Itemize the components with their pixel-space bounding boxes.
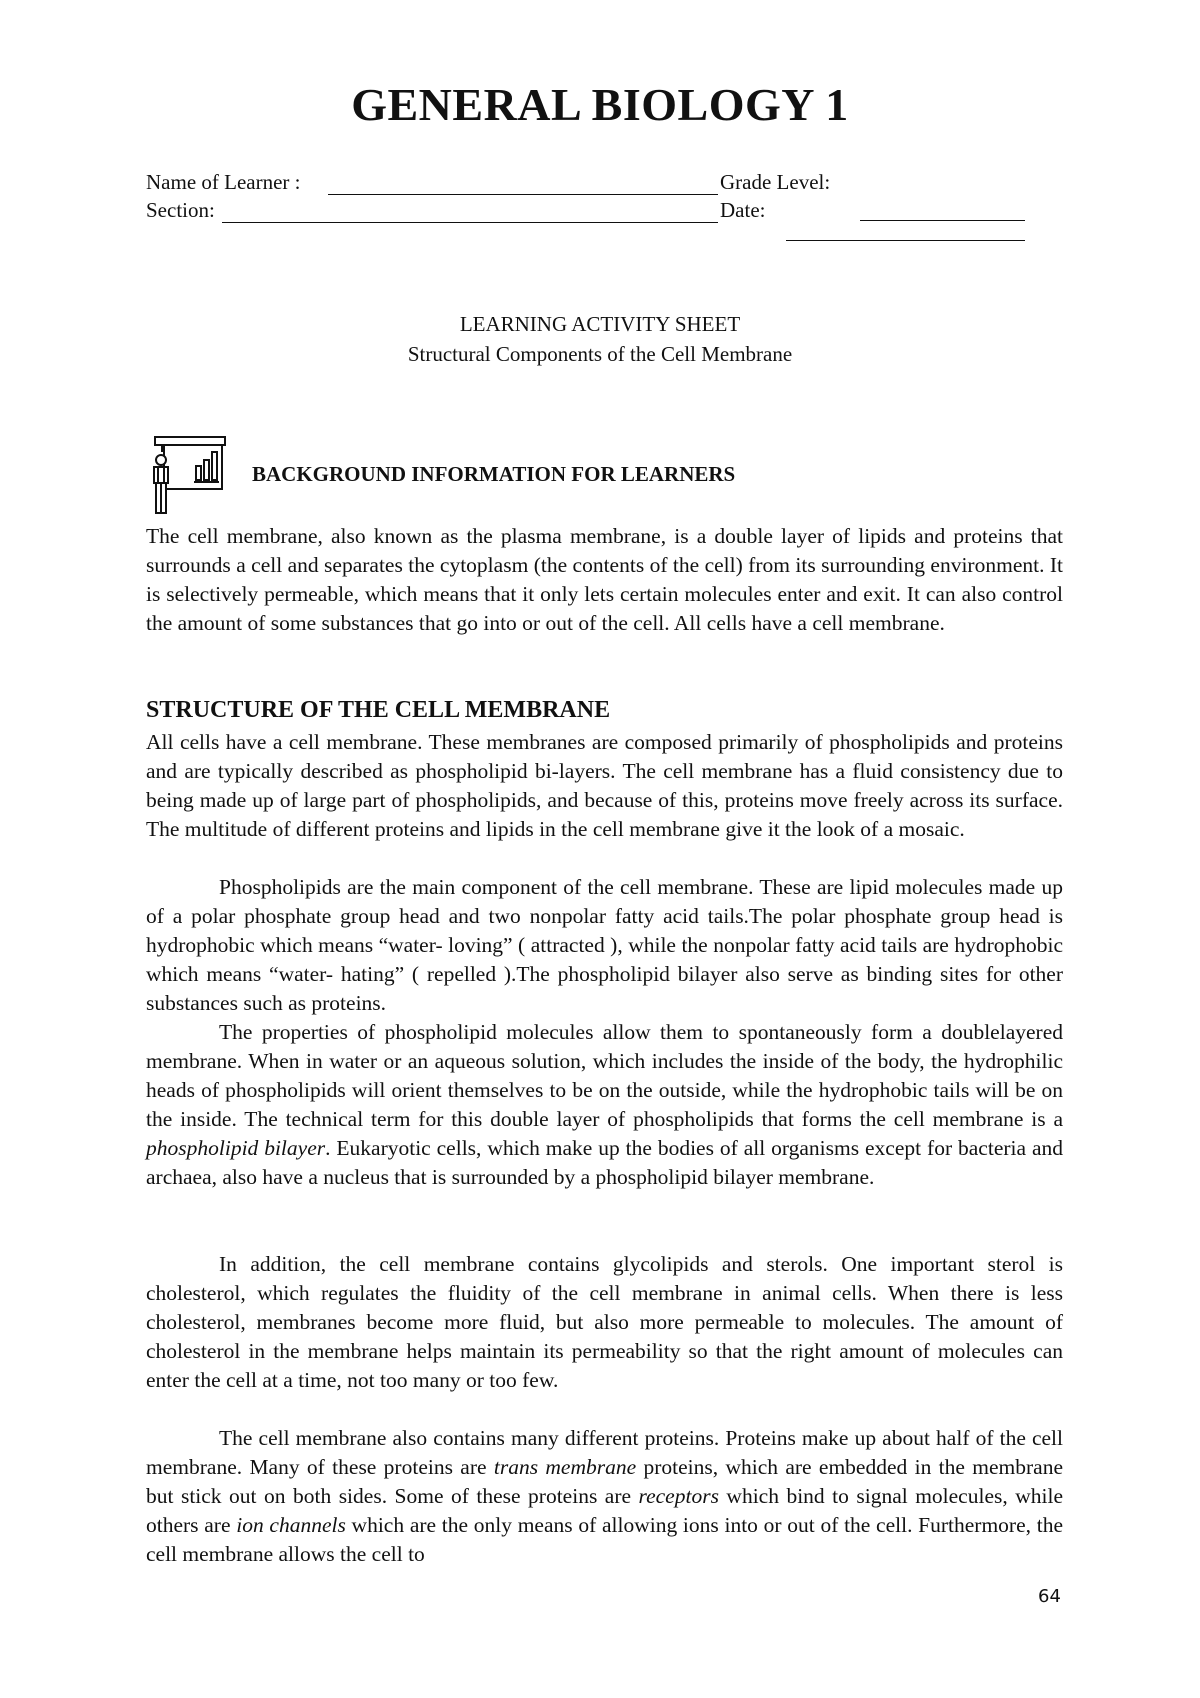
receptors-term: receptors [638,1484,719,1508]
page-title: GENERAL BIOLOGY 1 [351,79,849,130]
ion-channels-term: ion channels [236,1513,346,1537]
section-label: Section: [146,198,215,222]
background-heading: BACKGROUND INFORMATION FOR LEARNERS [252,462,736,486]
grade-level-label: Grade Level: [720,170,831,194]
page-number: 64 [1038,1586,1061,1607]
phospholipid-bilayer-term: phospholipid bilayer [146,1136,326,1160]
date-label: Date: [720,198,766,222]
structure-paragraph-2: Phospholipids are the main component of the cell membrane. These are lipid molecules made up of a polar phosphate group head and two nonpolar fatty acid tails.The polar phosphate group head is hydrophobic which means “water- loving” ( attracted ), while the nonpolar fatty acid tails are hydrophobic which means “water- hating” ( repelled ).The phospholipid bilayer also serve as binding sites for other substances such as proteins. [146,875,1063,1015]
presenter-chart-icon [150,436,230,516]
name-of-learner-line[interactable] [328,194,718,195]
structure-paragraph-5: The cell membrane also contains many different proteins. Proteins make up about half of the cell membrane. Many of these proteins are trans membrane proteins, which are embedded in the membrane but stick out on both sides. Some of these proteins are receptors which bind to signal molecules, while others are ion channels which are the only means of allowing ions into or out of the cell. Furthermore, the cell membrane allows the cell to [146,1426,1063,1566]
structure-paragraph-1: All cells have a cell membrane. These membranes are composed primarily of phospholipids and proteins and are typically described as phospholipid bi-layers. The cell membrane has a fluid consistency due to being made up of large part of phospholipids, and because of this, proteins move freely across its surface. The multitude of different proteins and lipids in the cell membrane give it the look of a mosaic. [146,730,1063,841]
background-paragraph: The cell membrane, also known as the plasma membrane, is a double layer of lipids and proteins that surrounds a cell and separates the cytoplasm (the contents of the cell) from its surrounding environment. It is selectively permeable, which means that it only lets certain molecules enter and exit. It can also control the amount of some substances that go into or out of the cell. All cells have a cell membrane. [146,524,1063,635]
structure-paragraph-4: In addition, the cell membrane contains glycolipids and sterols. One important sterol is cholesterol, which regulates the fluidity of the cell membrane in animal cells. When there is less cholesterol, membranes become more fluid, but also more permeable to molecules. The amount of cholesterol in the membrane helps maintain its permeability so that the right amount of molecules can enter the cell at a time, not too many or too few. [146,1252,1063,1392]
structure-heading: STRUCTURE OF THE CELL MEMBRANE [146,697,611,723]
section-line[interactable] [222,222,718,223]
grade-level-line[interactable] [860,220,1025,221]
sheet-subtitle: Structural Components of the Cell Membrane [407,342,793,366]
structure-paragraph-3: The properties of phospholipid molecules allow them to spontaneously form a doublelayered membrane. When in water or an aqueous solution, which includes the inside of the body, the hydrophilic heads of phospholipids will orient themselves to be on the outside, while the hydrophobic tails will be on the inside. The technical term for this double layer of phospholipids that forms the cell membrane is a phospholipid bilayer. Eukaryotic cells, which make up the bodies of all organisms except for bacteria and archaea, also have a nucleus that is surrounded by a phospholipid bilayer membrane. [146,1020,1063,1189]
trans-membrane-term: trans membrane [493,1455,637,1479]
date-line[interactable] [786,240,1025,241]
sheet-type: LEARNING ACTIVITY SHEET [459,312,741,336]
name-of-learner-label: Name of Learner : [146,170,301,194]
